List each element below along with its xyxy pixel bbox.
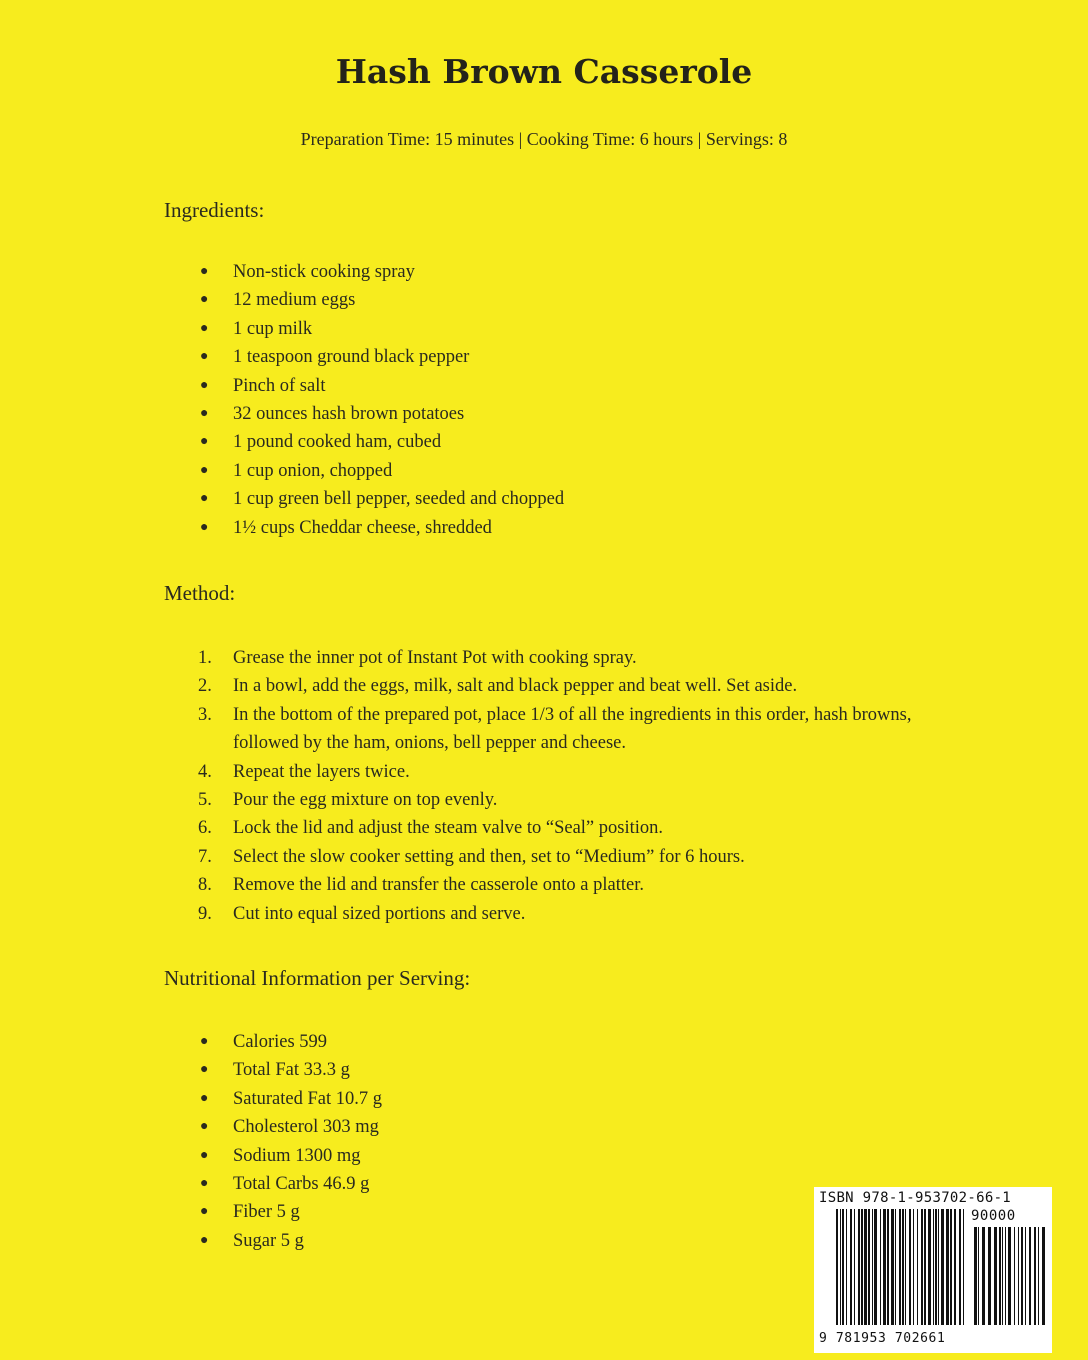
isbn-barcode <box>814 1187 1052 1353</box>
bullet-icon: ● <box>200 377 209 393</box>
price-code: 90000 <box>971 1208 1016 1224</box>
list-item-text: Fiber 5 g <box>233 1202 300 1223</box>
bullet-icon: ● <box>200 519 209 535</box>
step-number: 8. <box>198 875 212 896</box>
step-text: Grease the inner pot of Instant Pot with cooking spray. <box>233 648 637 668</box>
bullet-icon: ● <box>200 1204 209 1220</box>
step-text: Pour the egg mixture on top evenly. <box>233 790 498 811</box>
bullet-icon: ● <box>200 1090 209 1106</box>
step-number: 5. <box>198 790 212 811</box>
bullet-icon: ● <box>200 434 209 450</box>
step-number: 3. <box>198 704 212 725</box>
step-text: In a bowl, add the eggs, milk, salt and black pepper and beat well. Set aside. <box>233 676 798 697</box>
list-item <box>0 1028 913 1056</box>
list-item-text: Saturated Fat 10.7 g <box>233 1088 383 1109</box>
list-item-text: 1½ cups Cheddar cheese, shredded <box>233 517 492 538</box>
list-item-text: Pinch of salt <box>233 375 326 396</box>
recipe-title: Hash Brown Casserole <box>335 52 753 91</box>
step-text: Remove the lid and transfer the casserole onto a platter. <box>233 875 644 896</box>
list-item-text: 1 cup onion, chopped <box>233 460 393 481</box>
list-item <box>0 286 913 314</box>
bullet-icon: ● <box>200 320 209 336</box>
nutrition-heading: Nutritional Information per Serving: <box>164 966 471 990</box>
list-item <box>0 315 913 343</box>
list-item <box>0 1085 913 1113</box>
list-item-text: Sugar 5 g <box>233 1230 304 1251</box>
step-number: 6. <box>198 818 212 839</box>
list-item <box>0 400 913 428</box>
list-item <box>0 258 913 286</box>
list-item-text: 32 ounces hash brown potatoes <box>233 404 465 425</box>
list-item-text: Sodium 1300 mg <box>233 1145 361 1166</box>
method-step <box>0 786 913 814</box>
step-text: Cut into equal sized portions and serve. <box>233 903 526 924</box>
list-item <box>0 457 913 485</box>
step-number: 2. <box>198 676 212 697</box>
ingredients-heading: Ingredients: <box>164 198 265 222</box>
bullet-icon: ● <box>200 349 209 365</box>
barcode-digits: 9 781953 702661 <box>819 1331 946 1346</box>
step-number: 9. <box>198 903 212 924</box>
step-number: 4. <box>198 761 212 782</box>
method-step <box>0 672 913 700</box>
bullet-icon: ● <box>200 292 209 308</box>
list-item <box>0 1056 913 1084</box>
list-item-text: Non-stick cooking spray <box>233 262 415 282</box>
list-item <box>0 485 913 513</box>
list-item-text: Calories 599 <box>233 1032 328 1052</box>
list-item-text: 1 cup green bell pepper, seeded and chopped <box>233 489 565 510</box>
step-number: 1. <box>198 648 212 668</box>
method-step <box>0 644 913 672</box>
bullet-icon: ● <box>200 1176 209 1192</box>
method-step <box>0 758 913 786</box>
list-item <box>0 1198 913 1226</box>
list-item <box>0 1170 913 1198</box>
bullet-icon: ● <box>200 491 209 507</box>
bullet-icon: ● <box>200 1119 209 1135</box>
step-text: In the bottom of the prepared pot, place 1/3 of all the ingredients in this order, hash browns, followed by the ham, onions, bell pepper and cheese. <box>233 704 912 754</box>
bullet-icon: ● <box>200 1232 209 1248</box>
method-step <box>0 871 913 899</box>
bullet-icon: ● <box>200 1147 209 1163</box>
bullet-icon: ● <box>200 264 209 279</box>
list-item-text: Total Carbs 46.9 g <box>233 1174 370 1195</box>
list-item-text: 1 teaspoon ground black pepper <box>233 347 470 368</box>
list-item <box>0 1227 913 1255</box>
list-item <box>0 514 913 542</box>
nutrition-list <box>0 1028 913 1255</box>
bullet-icon: ● <box>200 462 209 478</box>
method-step <box>0 701 913 758</box>
step-text: Select the slow cooker setting and then, set to “Medium” for 6 hours. <box>233 846 745 867</box>
step-text: Repeat the layers twice. <box>233 761 410 782</box>
bullet-icon: ● <box>200 406 209 422</box>
list-item-text: 1 pound cooked ham, cubed <box>233 432 442 453</box>
list-item-text: 1 cup milk <box>233 318 313 339</box>
list-item <box>0 1142 913 1170</box>
recipe-meta: Preparation Time: 15 minutes | Cooking Time: 6 hours | Servings: 8 <box>300 129 788 149</box>
list-item <box>0 1113 913 1141</box>
method-heading: Method: <box>164 581 236 605</box>
method-step <box>0 814 913 842</box>
list-item <box>0 343 913 371</box>
list-item-text: 12 medium eggs <box>233 290 356 311</box>
barcode-bars <box>814 1187 1052 1353</box>
isbn-label: ISBN 978-1-953702-66-1 <box>819 1190 1012 1206</box>
ingredients-list <box>0 258 913 542</box>
bullet-icon: ● <box>200 1034 209 1049</box>
list-item-text: Cholesterol 303 mg <box>233 1117 379 1138</box>
method-step <box>0 843 913 871</box>
list-item <box>0 428 913 456</box>
method-step <box>0 900 913 928</box>
method-list <box>0 644 913 928</box>
bullet-icon: ● <box>200 1062 209 1078</box>
list-item-text: Total Fat 33.3 g <box>233 1060 350 1081</box>
step-number: 7. <box>198 846 212 867</box>
step-text: Lock the lid and adjust the steam valve to “Seal” position. <box>233 818 664 839</box>
list-item <box>0 372 913 400</box>
